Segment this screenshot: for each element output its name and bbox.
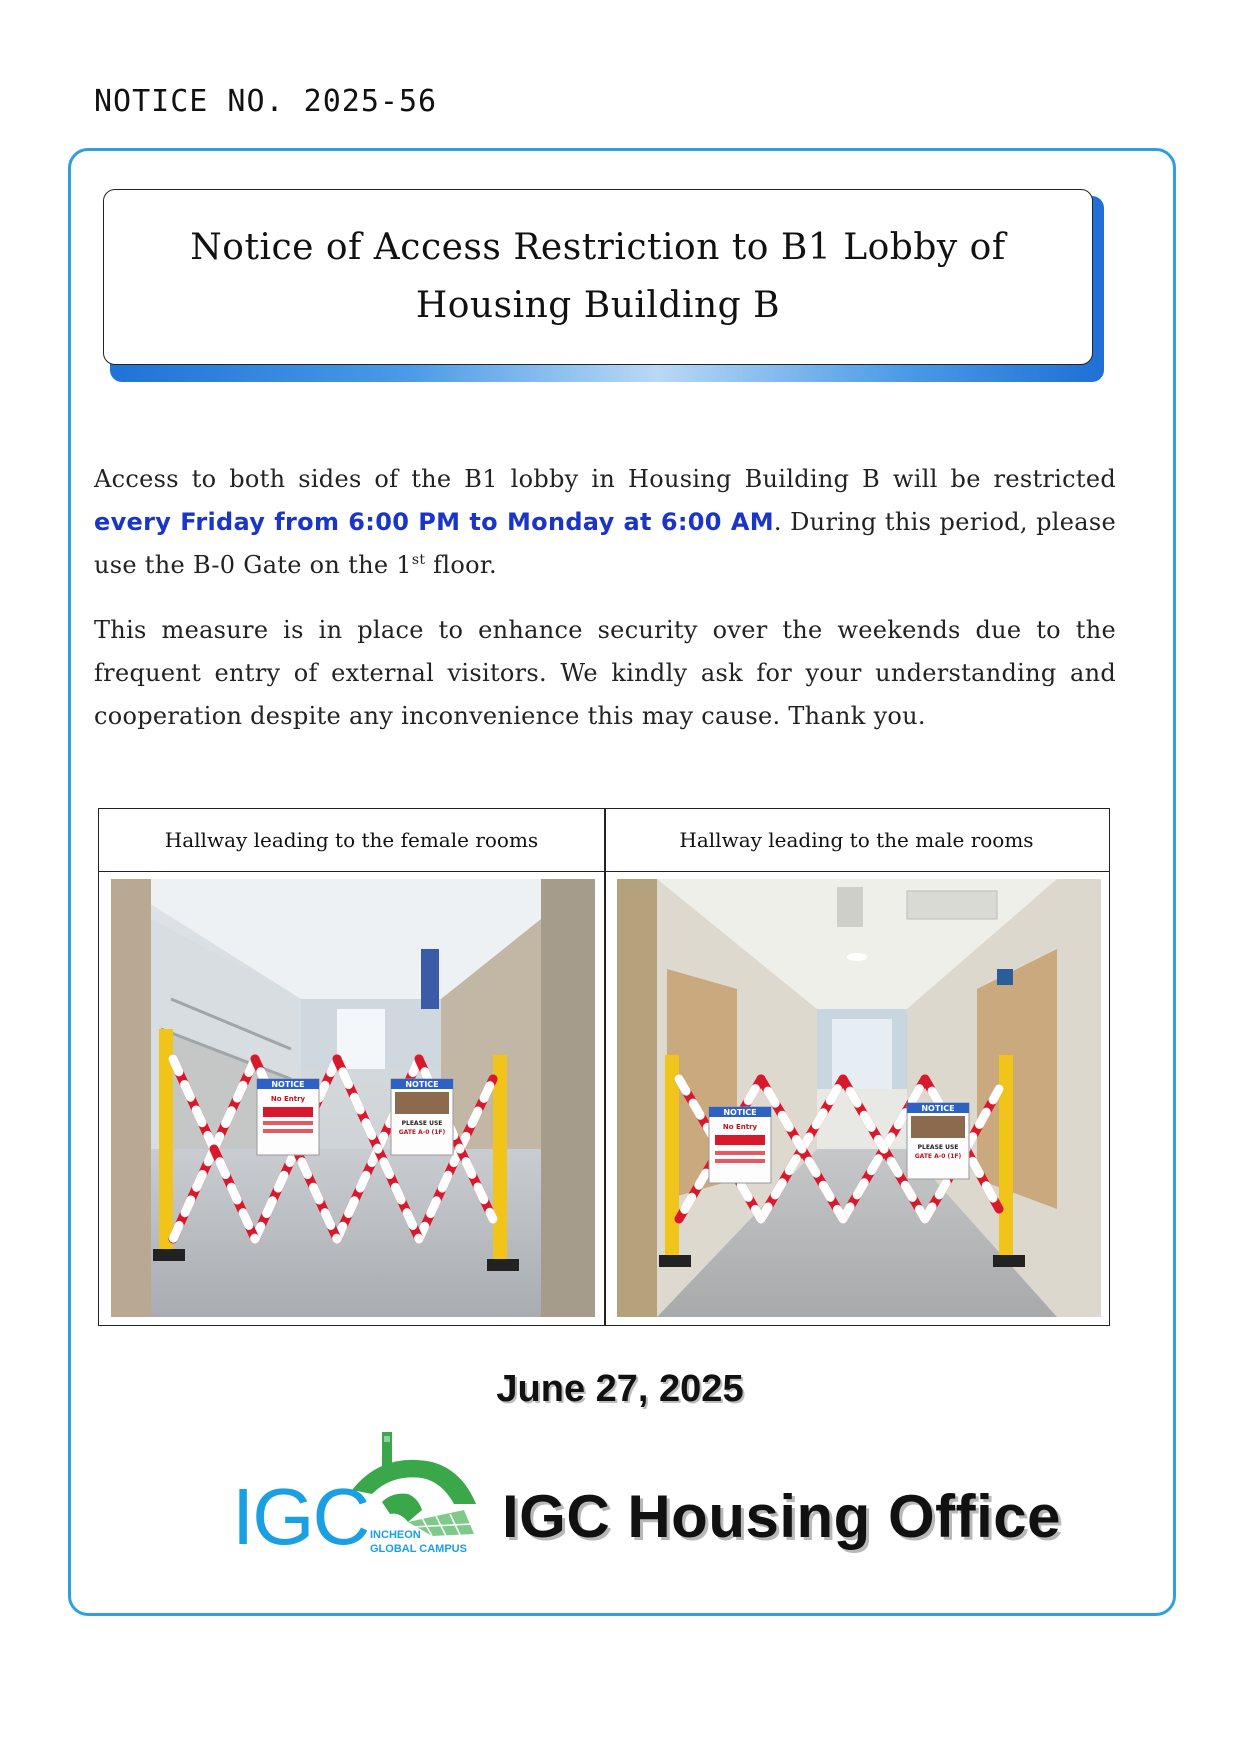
title-line-1: Notice of Access Restriction to B1 Lobby of: [190, 227, 1006, 268]
svg-text:GATE A-0 (1F): GATE A-0 (1F): [914, 1153, 962, 1160]
notice-title: [190, 219, 1005, 335]
sign-notice-text: NOTICE: [271, 1080, 305, 1089]
svg-text:PLEASE USE: PLEASE USE: [401, 1120, 443, 1127]
notice-date: June 27, 2025: [496, 1368, 744, 1410]
floor-ordinal-suffix: st: [411, 552, 426, 568]
sign-no-entry-left: [257, 1079, 319, 1155]
svg-text:No Entry: No Entry: [722, 1123, 758, 1131]
igc-emblem-icon: [352, 1432, 476, 1536]
sign-no-entry-right: [709, 1107, 771, 1183]
paragraph-reason: This measure is in place to enhance security over the weekends due to the frequent entry of external visitors. We kindly ask for your understanding and cooperation despite any inconvenience this may cause. Thank you.: [94, 616, 1116, 730]
photo-female-hallway: [111, 879, 595, 1317]
photo-table: [98, 808, 1110, 1326]
office-name: IGC Housing Office: [502, 1483, 1062, 1550]
paragraph-restriction: [94, 458, 1116, 587]
igc-logo: [232, 1432, 502, 1556]
notice-number: NOTICE NO. 2025-56: [94, 84, 438, 119]
logo-letters: IGC: [232, 1472, 369, 1556]
title-box: [103, 189, 1093, 365]
paragraph-1-part-2: . During this period, please use the B-0 Gate on the 1: [94, 508, 1116, 579]
column-divider: [604, 809, 606, 1325]
caption-male-hallway: Hallway leading to the male rooms: [679, 828, 1034, 852]
svg-text:PLEASE USE: PLEASE USE: [917, 1144, 959, 1151]
title-line-2: Housing Building B: [415, 285, 781, 326]
logo-line-1: INCHEON: [370, 1529, 421, 1541]
paragraph-1-part-3: floor.: [425, 551, 497, 579]
logo-line-2: GLOBAL CAMPUS: [370, 1543, 467, 1555]
svg-text:GATE A-0 (1F): GATE A-0 (1F): [398, 1129, 446, 1136]
sign-please-use-right: [907, 1103, 969, 1179]
restriction-period: every Friday from 6:00 PM to Monday at 6:00 AM: [94, 508, 774, 536]
svg-text:NOTICE: NOTICE: [921, 1104, 955, 1113]
paragraph-1-part-1: Access to both sides of the B1 lobby in Housing Building B will be restricted: [94, 465, 1116, 493]
sign-please-use-left: [391, 1079, 453, 1155]
caption-female-hallway: Hallway leading to the female rooms: [164, 828, 539, 852]
svg-text:NOTICE: NOTICE: [723, 1108, 757, 1117]
photo-male-hallway: [617, 879, 1101, 1317]
svg-text:NOTICE: NOTICE: [405, 1080, 439, 1089]
sign-no-entry-text: No Entry: [270, 1095, 306, 1103]
